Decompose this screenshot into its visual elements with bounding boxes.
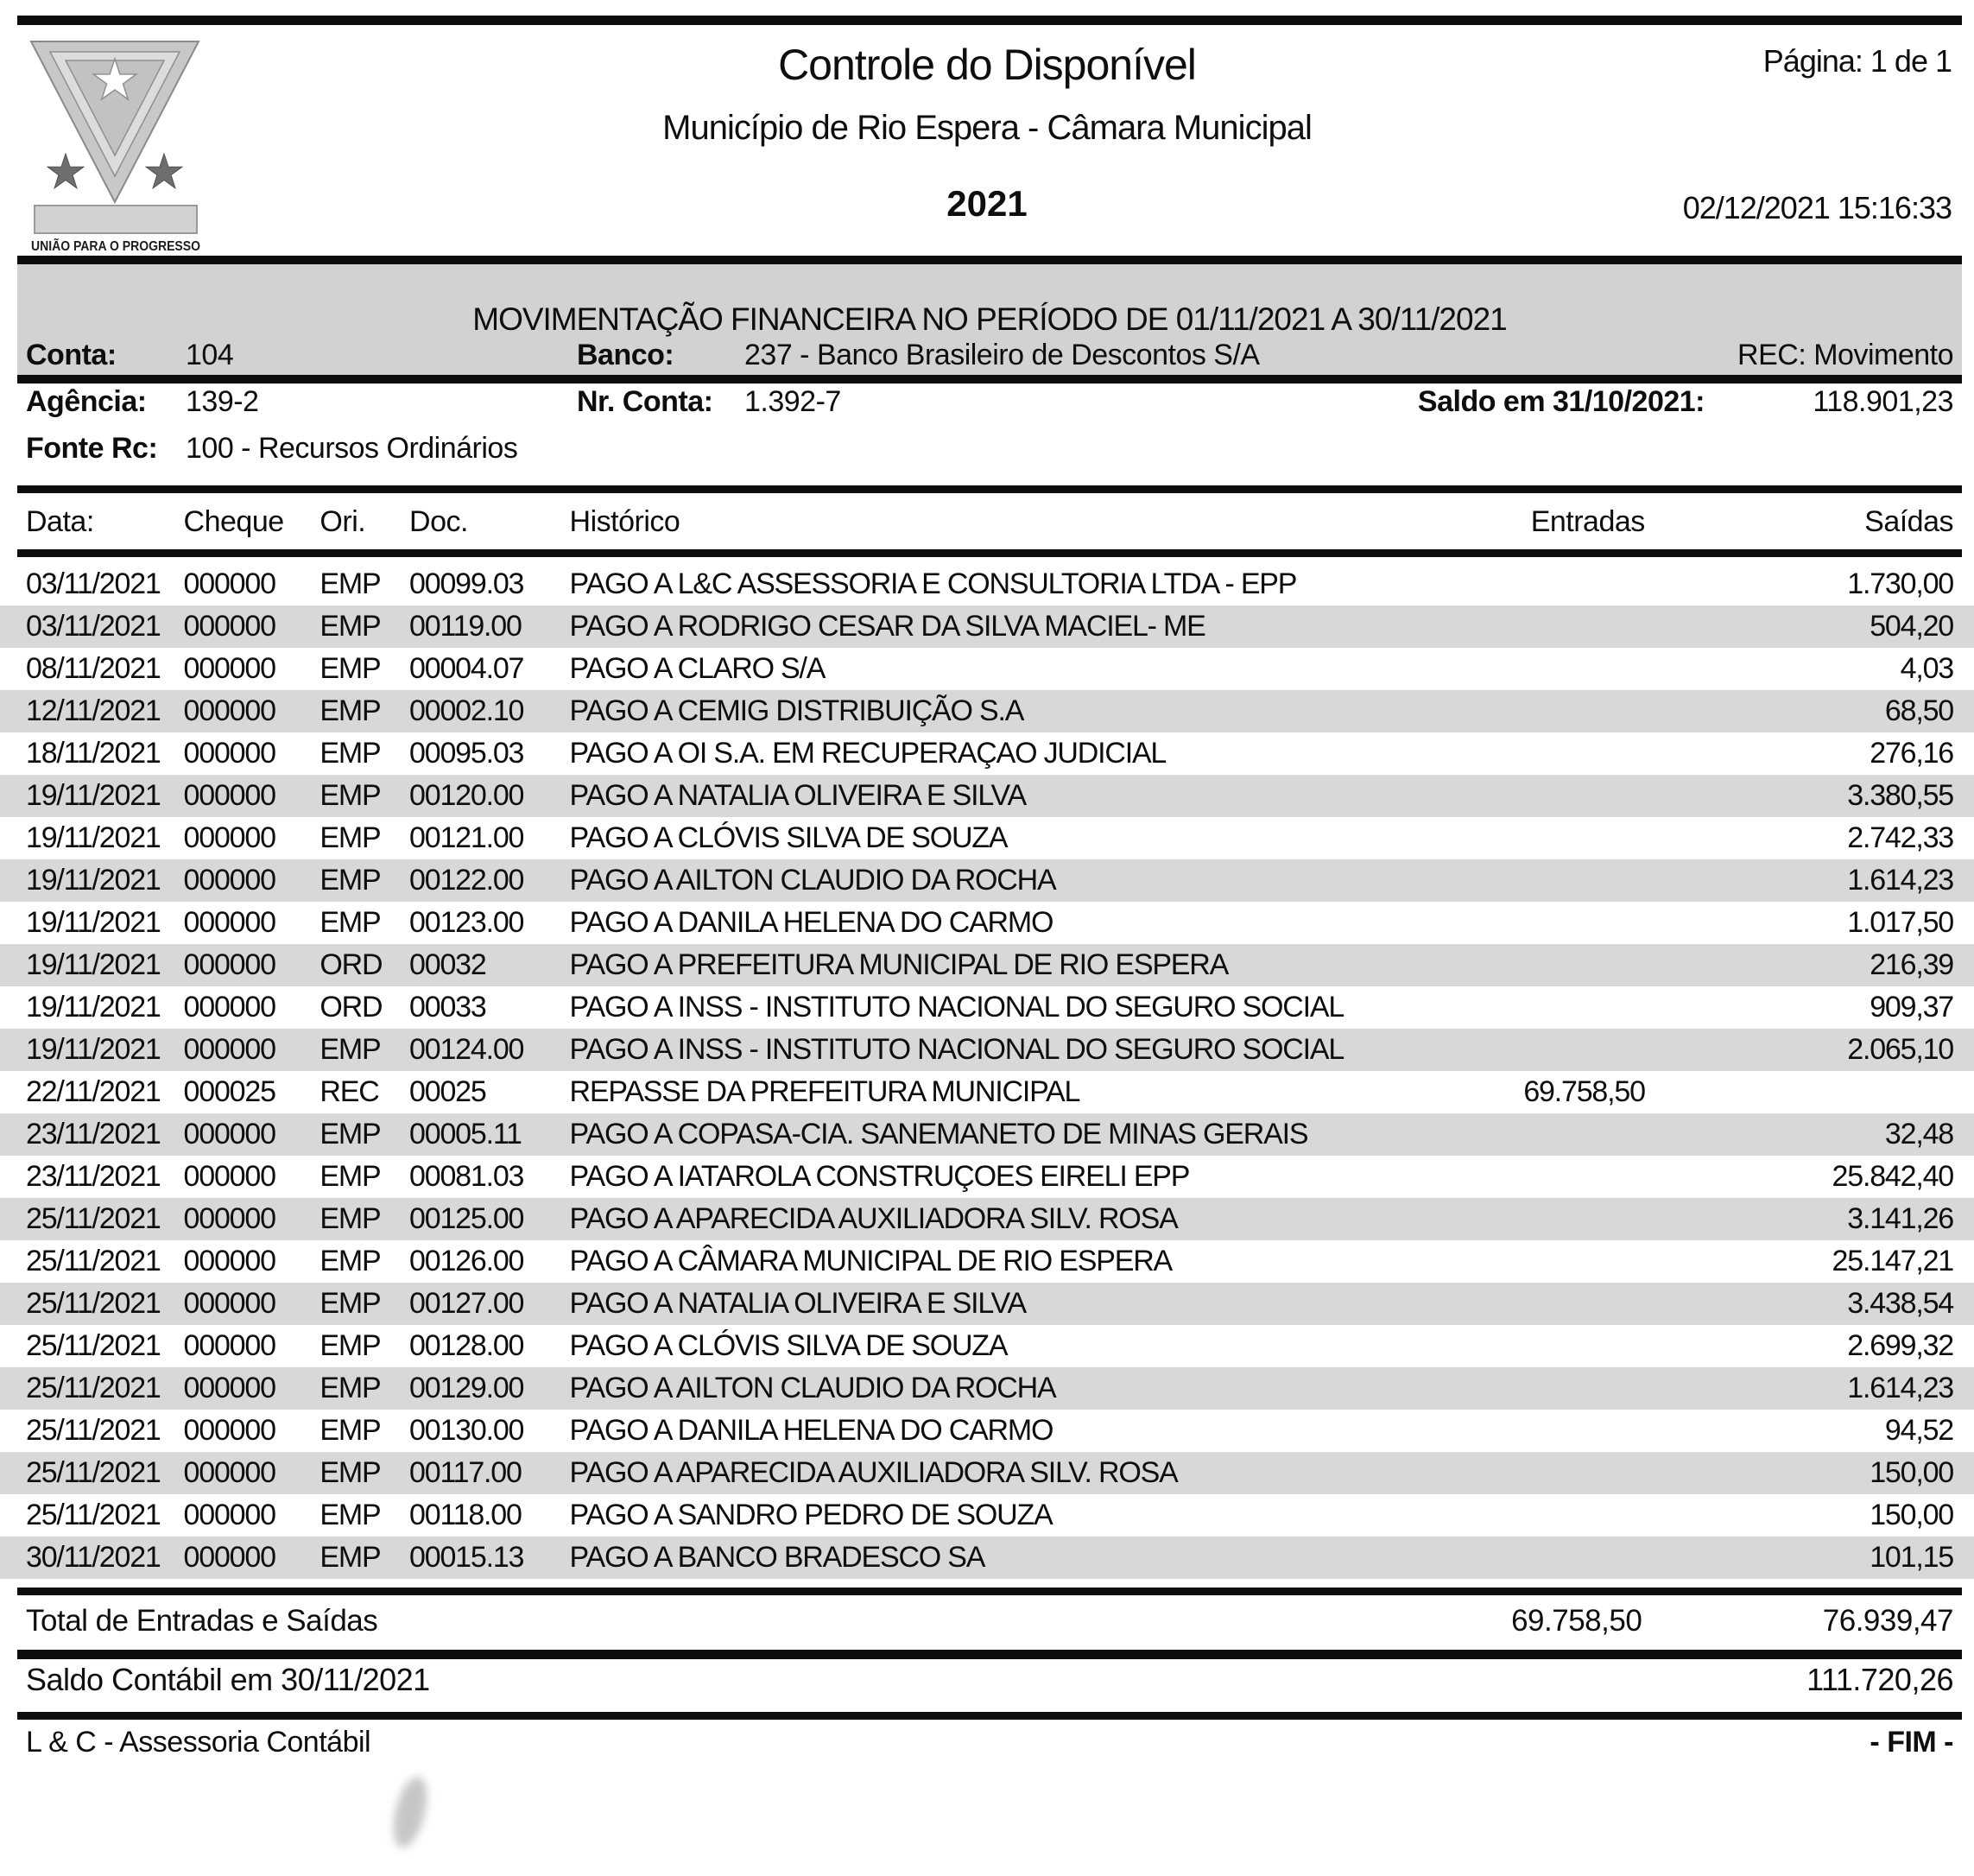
cell-saida: 25.147,21 <box>1832 1245 1953 1277</box>
cell-cheque: 000000 <box>183 737 275 770</box>
cell-ori: EMP <box>320 1118 381 1150</box>
cell-doc: 00120.00 <box>409 779 524 812</box>
cell-historico: PAGO A COPASA-CIA. SANEMANETO DE MINAS GERAIS <box>569 1118 1308 1150</box>
totals-entradas: 69.758,50 <box>1511 1604 1642 1638</box>
cell-doc: 00033 <box>409 991 486 1024</box>
cell-ori: REC <box>320 1075 379 1108</box>
cell-doc: 00004.07 <box>409 652 524 685</box>
cell-cheque: 000000 <box>183 652 275 685</box>
agencia-value: 139-2 <box>186 385 259 418</box>
account-line-1 <box>0 339 1974 377</box>
cell-cheque: 000000 <box>183 779 275 812</box>
conta-value: 104 <box>186 339 234 371</box>
cell-doc: 00129.00 <box>409 1372 524 1404</box>
cell-saida: 101,15 <box>1870 1541 1953 1574</box>
cell-historico: PAGO A NATALIA OLIVEIRA E SILVA <box>569 779 1026 812</box>
cell-date: 23/11/2021 <box>26 1160 161 1193</box>
cell-date: 23/11/2021 <box>26 1118 161 1150</box>
table-row <box>0 944 1974 986</box>
cell-ori: EMP <box>320 737 381 770</box>
cell-historico: PAGO A BANCO BRADESCO SA <box>569 1541 985 1574</box>
divider-account <box>17 485 1962 493</box>
cell-historico: PAGO A DANILA HELENA DO CARMO <box>569 906 1053 939</box>
cell-historico: PAGO A APARECIDA AUXILIADORA SILV. ROSA <box>569 1456 1178 1489</box>
fonte-label: Fonte Rc: <box>26 432 158 465</box>
cell-cheque: 000000 <box>183 906 275 939</box>
cell-historico: PAGO A CLARO S/A <box>569 652 826 685</box>
cell-ori: EMP <box>320 1372 381 1404</box>
cell-entrada: 69.758,50 <box>1523 1075 1645 1108</box>
table-row <box>0 690 1974 732</box>
table-row <box>0 648 1974 690</box>
nr-conta-label: Nr. Conta: <box>577 385 713 418</box>
table-row <box>0 1537 1974 1579</box>
cell-cheque: 000000 <box>183 694 275 727</box>
cell-saida: 276,16 <box>1870 737 1953 770</box>
banco-value: 237 - Banco Brasileiro de Descontos S/A <box>744 339 1260 371</box>
totals-row <box>0 1600 1974 1643</box>
totals-label: Total de Entradas e Saídas <box>26 1604 378 1638</box>
cell-cheque: 000000 <box>183 864 275 897</box>
cell-ori: EMP <box>320 610 381 643</box>
cell-saida: 1.017,50 <box>1847 906 1953 939</box>
cell-ori: EMP <box>320 1414 381 1447</box>
closing-balance-row <box>0 1662 1974 1705</box>
cell-date: 25/11/2021 <box>26 1372 161 1404</box>
cell-historico: PAGO A L&C ASSESSORIA E CONSULTORIA LTDA - EPP <box>569 567 1297 600</box>
table-header <box>0 499 1974 544</box>
cell-cheque: 000000 <box>183 1245 275 1277</box>
cell-historico: REPASSE DA PREFEITURA MUNICIPAL <box>569 1075 1080 1108</box>
col-entradas: Entradas <box>1530 504 1645 538</box>
cell-saida: 150,00 <box>1870 1499 1953 1531</box>
cell-cheque: 000000 <box>183 1541 275 1574</box>
table-row <box>0 1494 1974 1537</box>
table-row <box>0 1113 1974 1156</box>
cell-cheque: 000000 <box>183 1329 275 1362</box>
cell-ori: ORD <box>320 948 383 981</box>
col-doc: Doc. <box>409 504 468 538</box>
cell-doc: 00130.00 <box>409 1414 524 1447</box>
cell-ori: EMP <box>320 1456 381 1489</box>
cell-date: 03/11/2021 <box>26 610 161 643</box>
cell-doc: 00015.13 <box>409 1541 524 1574</box>
cell-date: 25/11/2021 <box>26 1202 161 1235</box>
cell-cheque: 000000 <box>183 1033 275 1066</box>
cell-ori: EMP <box>320 779 381 812</box>
cell-historico: PAGO A CLÓVIS SILVA DE SOUZA <box>569 1329 1008 1362</box>
period-title: MOVIMENTAÇÃO FINANCEIRA NO PERÍODO DE 01/11/2021 A 30/11/2021 <box>472 301 1507 337</box>
table-row <box>0 902 1974 944</box>
divider-closing <box>17 1712 1962 1720</box>
page-number: Página: 1 de 1 <box>1762 43 1952 79</box>
cell-doc: 00123.00 <box>409 906 524 939</box>
cell-doc: 00127.00 <box>409 1287 524 1320</box>
cell-date: 25/11/2021 <box>26 1245 161 1277</box>
cell-doc: 00125.00 <box>409 1202 524 1235</box>
cell-doc: 00128.00 <box>409 1329 524 1362</box>
cell-saida: 150,00 <box>1870 1456 1953 1489</box>
table-row <box>0 1198 1974 1240</box>
cell-date: 19/11/2021 <box>26 821 161 854</box>
cell-saida: 32,48 <box>1884 1118 1953 1150</box>
cell-doc: 00122.00 <box>409 864 524 897</box>
cell-historico: PAGO A DANILA HELENA DO CARMO <box>569 1414 1053 1447</box>
cell-historico: PAGO A INSS - INSTITUTO NACIONAL DO SEGURO SOCIAL <box>569 1033 1344 1066</box>
cell-historico: PAGO A APARECIDA AUXILIADORA SILV. ROSA <box>569 1202 1178 1235</box>
cell-historico: PAGO A AILTON CLAUDIO DA ROCHA <box>569 1372 1056 1404</box>
cell-saida: 94,52 <box>1884 1414 1953 1447</box>
cell-ori: EMP <box>320 1329 381 1362</box>
cell-saida: 4,03 <box>1900 652 1953 685</box>
cell-cheque: 000000 <box>183 567 275 600</box>
cell-doc: 00081.03 <box>409 1160 524 1193</box>
cell-ori: EMP <box>320 1245 381 1277</box>
rec-value: REC: Movimento <box>1737 339 1953 371</box>
cell-doc: 00118.00 <box>409 1499 522 1531</box>
table-row <box>0 605 1974 648</box>
table-row <box>0 1156 1974 1198</box>
cell-date: 19/11/2021 <box>26 906 161 939</box>
table-row <box>0 563 1974 605</box>
totals-saidas: 76.939,47 <box>1822 1604 1953 1638</box>
fiscal-year: 2021 <box>946 183 1028 224</box>
nr-conta-value: 1.392-7 <box>744 385 841 418</box>
col-historico: Histórico <box>569 504 680 538</box>
cell-ori: EMP <box>320 1499 381 1531</box>
cell-historico: PAGO A CLÓVIS SILVA DE SOUZA <box>569 821 1008 854</box>
table-row <box>0 775 1974 817</box>
footer-fim: - FIM - <box>1870 1726 1953 1759</box>
cell-doc: 00121.00 <box>409 821 524 854</box>
cell-doc: 00002.10 <box>409 694 524 727</box>
table-row <box>0 1325 1974 1367</box>
cell-doc: 00099.03 <box>409 567 524 600</box>
cell-cheque: 000000 <box>183 991 275 1024</box>
cell-date: 12/11/2021 <box>26 694 161 727</box>
cell-historico: PAGO A SANDRO PEDRO DE SOUZA <box>569 1499 1053 1531</box>
cell-saida: 216,39 <box>1870 948 1953 981</box>
cell-saida: 68,50 <box>1884 694 1953 727</box>
cell-historico: PAGO A INSS - INSTITUTO NACIONAL DO SEGURO SOCIAL <box>569 991 1344 1024</box>
cell-historico: PAGO A CEMIG DISTRIBUIÇÃO S.A <box>569 694 1024 727</box>
cell-cheque: 000000 <box>183 1499 275 1531</box>
cell-date: 19/11/2021 <box>26 948 161 981</box>
cell-ori: EMP <box>320 567 381 600</box>
cell-cheque: 000000 <box>183 1118 275 1150</box>
footer <box>0 1726 1974 1764</box>
cell-historico: PAGO A IATAROLA CONSTRUÇOES EIRELI EPP <box>569 1160 1190 1193</box>
cell-doc: 00025 <box>409 1075 486 1108</box>
cell-saida: 3.438,54 <box>1847 1287 1953 1320</box>
cell-doc: 00126.00 <box>409 1245 524 1277</box>
cell-cheque: 000000 <box>183 610 275 643</box>
cell-date: 22/11/2021 <box>26 1075 161 1108</box>
cell-ori: ORD <box>320 991 383 1024</box>
table-row <box>0 817 1974 859</box>
cell-doc: 00124.00 <box>409 1033 524 1066</box>
banco-label: Banco: <box>577 339 674 371</box>
cell-cheque: 000000 <box>183 1160 275 1193</box>
cell-doc: 00095.03 <box>409 737 524 770</box>
cell-ori: EMP <box>320 1160 381 1193</box>
cell-saida: 909,37 <box>1870 991 1953 1024</box>
cell-cheque: 000025 <box>183 1075 275 1108</box>
cell-ori: EMP <box>320 1541 381 1574</box>
account-line-2 <box>0 385 1974 423</box>
table-row <box>0 1071 1974 1113</box>
cell-ori: EMP <box>320 1287 381 1320</box>
divider-table-header <box>17 549 1962 557</box>
col-ori: Ori. <box>320 504 366 538</box>
cell-ori: EMP <box>320 694 381 727</box>
cell-doc: 00119.00 <box>409 610 522 643</box>
cell-cheque: 000000 <box>183 821 275 854</box>
cell-date: 19/11/2021 <box>26 991 161 1024</box>
cell-historico: PAGO A PREFEITURA MUNICIPAL DE RIO ESPERA <box>569 948 1229 981</box>
cell-historico: PAGO A AILTON CLAUDIO DA ROCHA <box>569 864 1056 897</box>
divider-table-bottom <box>17 1588 1962 1595</box>
cell-cheque: 000000 <box>183 1202 275 1235</box>
logo-motto: UNIÃO PARA O PROGRESSO <box>31 239 207 254</box>
cell-historico: PAGO A CÂMARA MUNICIPAL DE RIO ESPERA <box>569 1245 1173 1277</box>
cell-date: 25/11/2021 <box>26 1287 161 1320</box>
cell-saida: 2.065,10 <box>1847 1033 1953 1066</box>
cell-doc: 00005.11 <box>409 1118 522 1150</box>
transactions-body <box>0 563 1974 1579</box>
cell-date: 25/11/2021 <box>26 1329 161 1362</box>
entity-name: Município de Rio Espera - Câmara Municipal <box>662 109 1312 147</box>
cell-ori: EMP <box>320 821 381 854</box>
cell-ori: EMP <box>320 1033 381 1066</box>
cell-ori: EMP <box>320 1202 381 1235</box>
cell-date: 18/11/2021 <box>26 737 161 770</box>
cell-date: 25/11/2021 <box>26 1499 161 1531</box>
cell-doc: 00032 <box>409 948 486 981</box>
cell-historico: PAGO A RODRIGO CESAR DA SILVA MACIEL- ME <box>569 610 1205 643</box>
cell-date: 19/11/2021 <box>26 864 161 897</box>
cell-date: 19/11/2021 <box>26 779 161 812</box>
cell-saida: 504,20 <box>1870 610 1953 643</box>
cell-historico: PAGO A OI S.A. EM RECUPERAÇAO JUDICIAL <box>569 737 1167 770</box>
col-cheque: Cheque <box>183 504 284 538</box>
cell-doc: 00117.00 <box>409 1456 522 1489</box>
agencia-label: Agência: <box>26 385 147 418</box>
cell-saida: 2.699,32 <box>1847 1329 1953 1362</box>
scan-smudge <box>387 1773 433 1851</box>
divider-totals <box>17 1650 1962 1659</box>
cell-ori: EMP <box>320 864 381 897</box>
cell-saida: 1.614,23 <box>1847 864 1953 897</box>
cell-ori: EMP <box>320 906 381 939</box>
cell-date: 25/11/2021 <box>26 1456 161 1489</box>
table-row <box>0 986 1974 1029</box>
conta-label: Conta: <box>26 339 117 371</box>
cell-saida: 1.614,23 <box>1847 1372 1953 1404</box>
col-data: Data: <box>26 504 94 538</box>
cell-saida: 2.742,33 <box>1847 821 1953 854</box>
cell-cheque: 000000 <box>183 948 275 981</box>
cell-cheque: 000000 <box>183 1287 275 1320</box>
cell-cheque: 000000 <box>183 1456 275 1489</box>
cell-date: 25/11/2021 <box>26 1414 161 1447</box>
divider-top <box>17 16 1962 25</box>
table-row <box>0 1410 1974 1452</box>
table-row <box>0 1240 1974 1283</box>
cell-cheque: 000000 <box>183 1372 275 1404</box>
cell-ori: EMP <box>320 652 381 685</box>
table-row <box>0 859 1974 902</box>
saldo-anterior-label: Saldo em 31/10/2021: <box>1417 385 1705 418</box>
cell-date: 19/11/2021 <box>26 1033 161 1066</box>
saldo-anterior-value: 118.901,23 <box>1813 385 1953 418</box>
footer-company: L & C - Assessoria Contábil <box>26 1726 371 1759</box>
table-row <box>0 1283 1974 1325</box>
fonte-value: 100 - Recursos Ordinários <box>186 432 518 465</box>
table-row <box>0 732 1974 775</box>
cell-historico: PAGO A NATALIA OLIVEIRA E SILVA <box>569 1287 1026 1320</box>
page-title: Controle do Disponível <box>778 41 1196 89</box>
account-line-3 <box>0 432 1974 470</box>
cell-saida: 3.141,26 <box>1847 1202 1953 1235</box>
table-row <box>0 1452 1974 1494</box>
cell-date: 03/11/2021 <box>26 567 161 600</box>
cell-cheque: 000000 <box>183 1414 275 1447</box>
table-row <box>0 1367 1974 1410</box>
cell-saida: 3.380,55 <box>1847 779 1953 812</box>
closing-balance-value: 111.720,26 <box>1806 1662 1953 1697</box>
table-row <box>0 1029 1974 1071</box>
cell-saida: 1.730,00 <box>1847 567 1953 600</box>
cell-date: 08/11/2021 <box>26 652 161 685</box>
closing-balance-label: Saldo Contábil em 30/11/2021 <box>26 1662 430 1697</box>
cell-date: 30/11/2021 <box>26 1541 161 1574</box>
print-datetime: 02/12/2021 15:16:33 <box>1682 190 1952 225</box>
cell-saida: 25.842,40 <box>1832 1160 1953 1193</box>
col-saidas: Saídas <box>1864 504 1953 538</box>
